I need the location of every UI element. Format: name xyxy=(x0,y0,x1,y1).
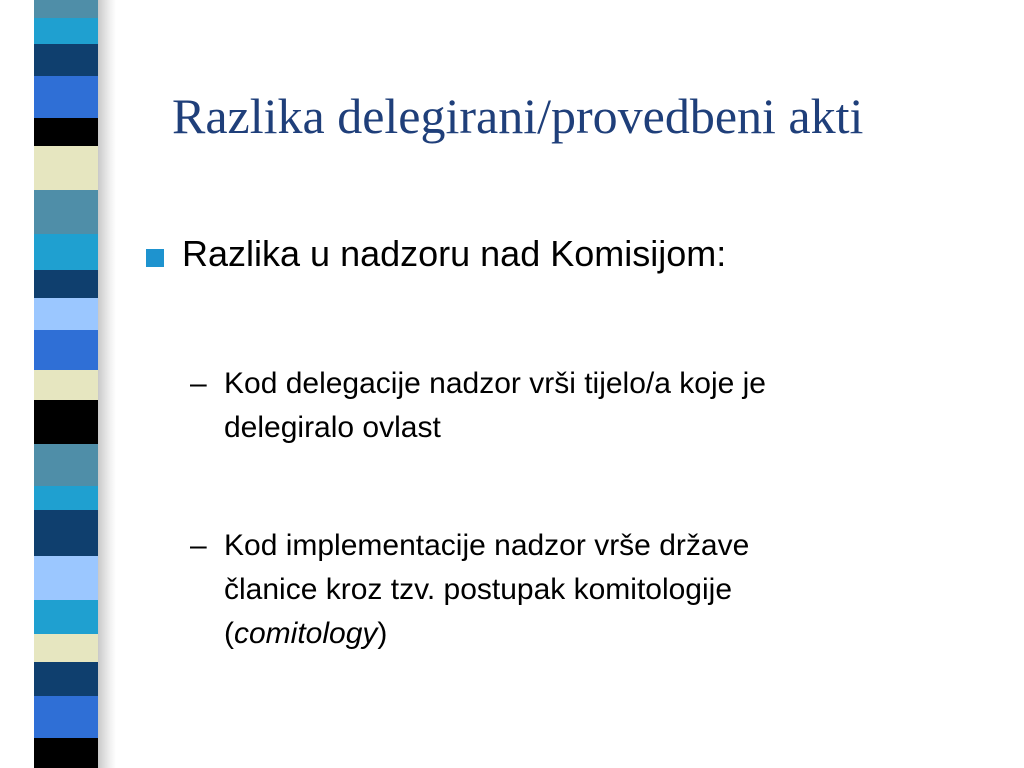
sub-bullet-text xyxy=(224,524,974,656)
strip-block xyxy=(34,118,98,146)
strip-shadow xyxy=(98,0,116,768)
dash-bullet-icon: – xyxy=(190,367,207,400)
strip-block xyxy=(34,18,98,44)
dash-bullet-icon: – xyxy=(190,529,207,562)
sub-bullet-line: delegiralo ovlast xyxy=(224,411,441,444)
paren-close: ) xyxy=(377,617,388,650)
strip-block xyxy=(34,190,98,234)
strip-block xyxy=(34,510,98,556)
strip-block xyxy=(34,486,98,510)
italic-term: comitology xyxy=(234,617,378,650)
strip-block xyxy=(34,662,98,696)
square-bullet-icon xyxy=(146,249,164,267)
strip-block xyxy=(34,370,98,400)
sub-bullet-line xyxy=(224,612,974,656)
paren-open: ( xyxy=(224,617,234,650)
strip-block xyxy=(34,234,98,270)
strip-block xyxy=(34,600,98,634)
sub-bullet-line: Kod delegacije nadzor vrši tijelo/a koje je xyxy=(224,367,766,400)
sub-bullet-line: članice kroz tzv. postupak komitologije xyxy=(224,573,733,606)
sub-bullet-line: Kod implementacije nadzor vrše države xyxy=(224,529,750,562)
sub-bullet-text xyxy=(224,362,974,450)
slide-title: Razlika delegirani/provedbeni akti xyxy=(172,88,864,144)
strip-block xyxy=(34,44,98,76)
strip-block xyxy=(34,270,98,298)
strip-block xyxy=(34,330,98,370)
strip-block xyxy=(34,146,98,190)
strip-block xyxy=(34,444,98,486)
strip-block xyxy=(34,76,98,118)
strip-block xyxy=(34,634,98,662)
strip-block xyxy=(34,0,98,18)
main-bullet-text: Razlika u nadzoru nad Komisijom: xyxy=(182,233,727,274)
strip-block xyxy=(34,556,98,600)
strip-block xyxy=(34,400,98,444)
strip-block xyxy=(34,696,98,738)
decorative-strip xyxy=(34,0,98,768)
strip-block xyxy=(34,298,98,330)
strip-block xyxy=(34,738,98,768)
